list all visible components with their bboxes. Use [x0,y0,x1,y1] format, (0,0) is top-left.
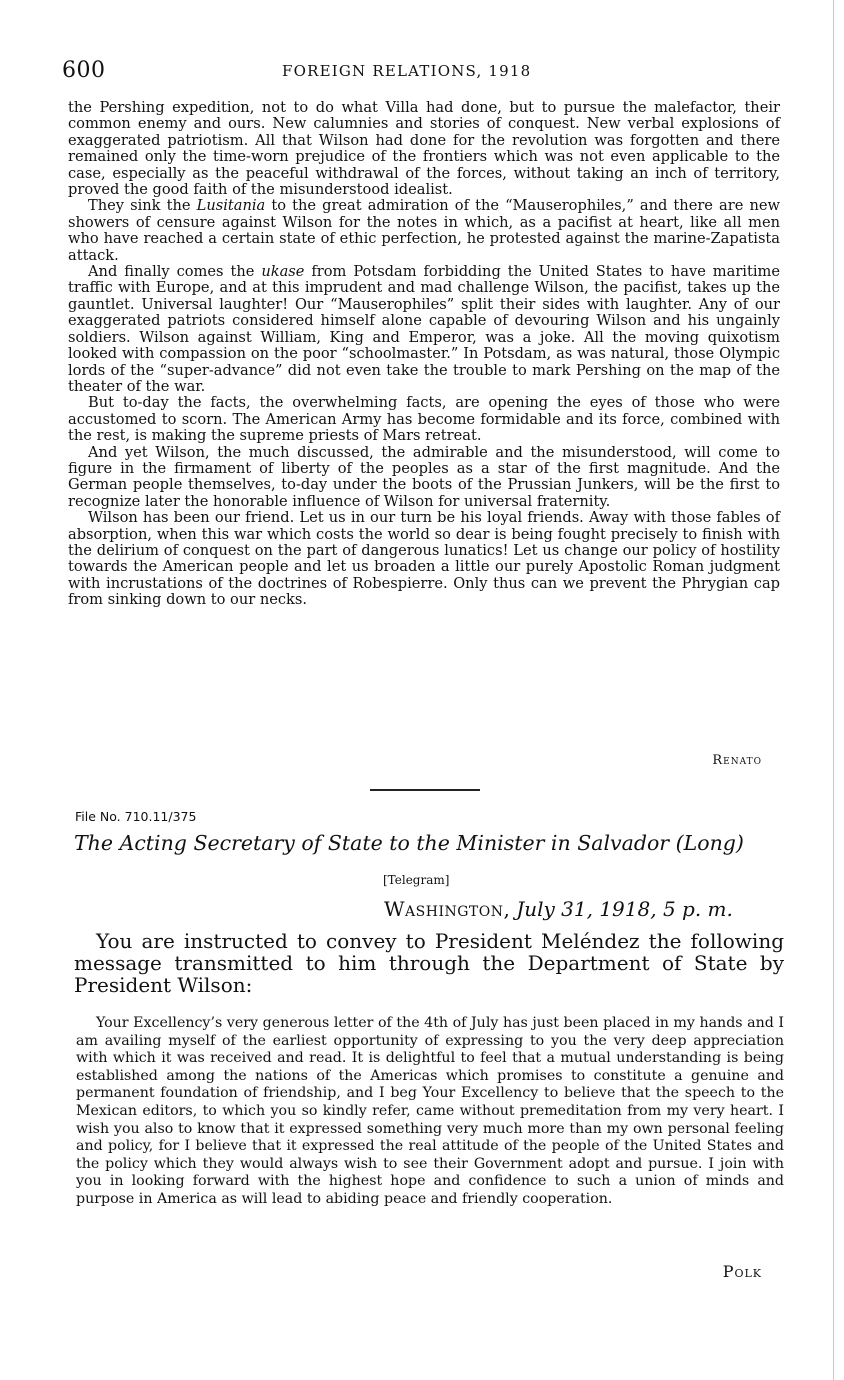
paragraph-3-lead: And finally comes the [88,263,262,281]
paragraph-4: But to-day the facts, the overwhelming facts, are opening the eyes of those who were accustomed to scorn. The American Army has become formidable and its force, combined with the rest, is making the supreme priests of Mars retreat. [68,394,780,445]
signature-renato: Renato [712,753,762,768]
signature-polk: Polk [722,1262,762,1281]
running-head: FOREIGN RELATIONS, 1918 [282,62,532,80]
ship-name: Lusitania [196,197,266,215]
paragraph-5: And yet Wilson, the much discussed, the admirable and the misunderstood, will come to figure in the firmament of liberty of the peoples as a star of the first magnitude. And the German people themselves, to-day under the boots of the Prussian Junkers, will be the first to recognize later the honorable influence of Wilson for universal fraternity. [68,443,780,510]
paragraph-2 [68,198,780,264]
page-header [62,58,782,88]
page-number: 600 [62,58,106,83]
instruction-paragraph: You are instructed to convey to President Meléndez the following message transmitted to him through the Department of State by President Wilson: [74,929,784,997]
paragraph-6: Wilson has been our friend. Let us in our turn be his loyal friends. Away with those fables of absorption, when this war which costs the world so dear is being fought precisely to finish with the delirium of conquest on the part of dangerous lunatics! Let us change our policy of hostility towards the American people and let us broaden a little our purely Apostolic Roman judgment with incrustations of the doctrines of Robespierre. Only thus can we prevent the Phrygian cap from sinking down to our necks. [68,509,780,609]
dateline: Washington, July 31, 1918, 5 p. m. [384,897,733,921]
dateline-place: Washington [384,897,504,921]
paragraph-3-rest: from Potsdam forbidding the United States to have maritime traffic with Europe, and at this imprudent and mad challenge Wilson, the pacifist, takes up the gauntlet. Universal laughter! Our “Mauserophiles” split their sides with laughter. Any of our exaggerated patriots considered himself alone capable of devouring Wilson and his ungainly soldiers. Wilson against William, King and Emperor, was a joke. All the moving quixotism looked with compassion on the poor “schoolmaster.” In Potsdam, as was natural, those Olympic lords of the “super-advance” did not even take the trouble to mark Pershing on the map of the theater of the war. [68,263,780,395]
section-divider [370,789,480,791]
paragraph-1: the Pershing expedition, not to do what Villa had done, but to pursue the malefactor, their common enemy and ours. New calumnies and stories of conquest. New verbal explosions of exaggerated patriotism. All that Wilson had done for the revolution was forgotten and there remained only the time-worn prejudice of the frontiers which was not even applicable to the case, especially as the peaceful withdrawal of the forces, without taking an inch of territory, proved the good faith of the misunderstood idealist. [68,99,780,199]
document-title-name: Long [683,831,736,855]
paragraph-3 [68,264,780,395]
ukase-word: ukase [261,263,305,281]
paragraph-2-lead: They sink the [88,197,197,215]
telegram-label: [Telegram] [383,873,450,887]
paragraph-2-rest: to the great admiration of the “Mauserophiles,” and there are new showers of censure against Wilson for the notes in which, as a pacifist at heart, like all men who have reached a certain state of ethic perfection, he protested against the marine-Zapatista attack. [68,197,780,264]
article-body [68,100,780,609]
message-paragraph: Your Excellency’s very generous letter of the 4th of July has just been placed in my hands and I am availing myself of the earliest opportunity of expressing to you the very deep appreciation with which it was received and read. It is delightful to feel that a mutual understanding is being established among the nations of the Americas which promises to constitute a genuine and permanent foundation of friendship, and I beg Your Excellency to believe that the speech to the Mexican editors, to which you so kindly refer, came without premeditation from my very heart. I wish you also to know that it expressed something very much more than my own personal feeling and policy, for I believe that it expressed the real attitude of the people of the United States and the policy which they would always wish to see their Government adopt and pursue. I join with you in looking forward with the highest hope and confidence to such a union of minds and purpose in America as will lead to abiding peace and friendly cooperation. [76,1015,784,1207]
document-title-main: The Acting Secretary of State to the Minister in Salvador [74,831,670,855]
document-title: The Acting Secretary of State to the Minister in Salvador (Long) [74,831,744,855]
dateline-date: July 31, 1918, 5 p. m. [516,897,733,921]
file-number: File No. 710.11/375 [75,809,197,824]
